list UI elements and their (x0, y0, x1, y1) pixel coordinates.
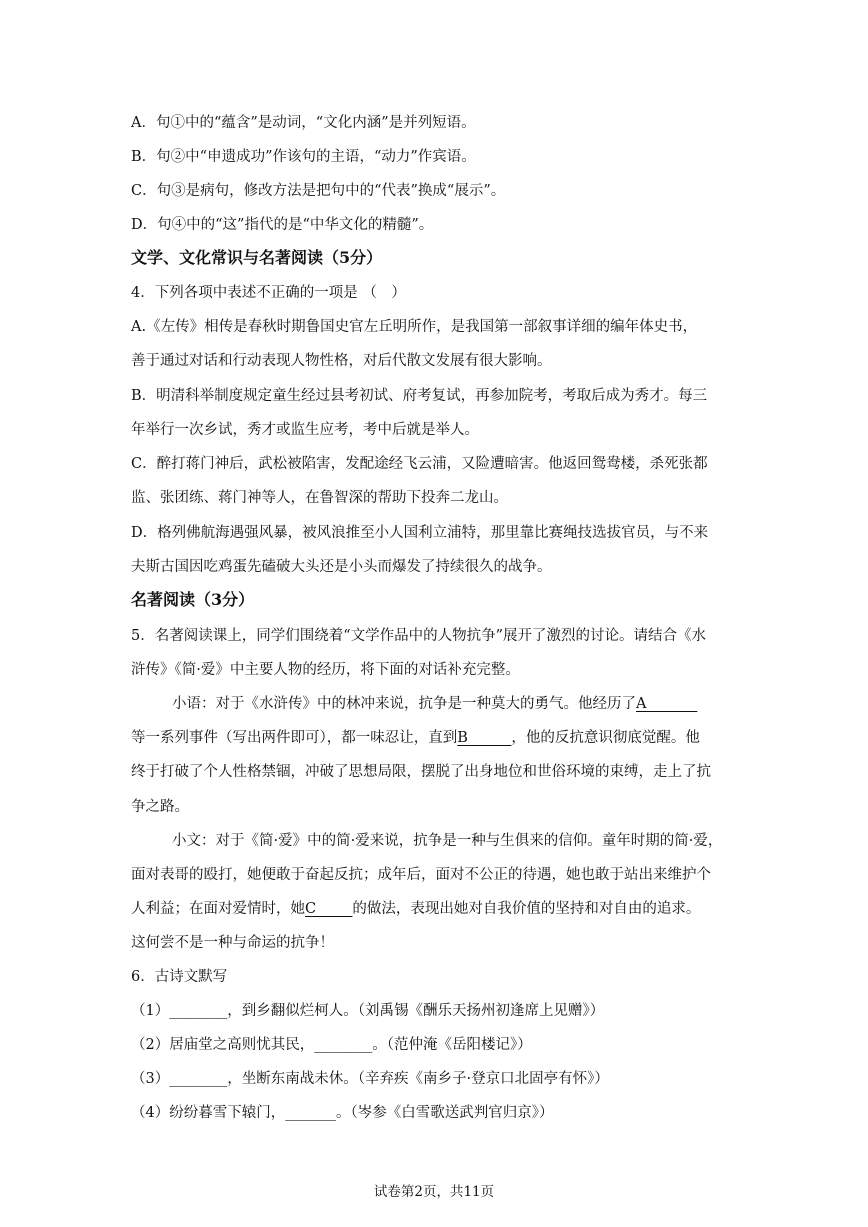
q6-blank-1: ________ (169, 1003, 228, 1019)
q6-item-text: ，到乡翻似烂柯人。（刘禹锡《酬乐天扬州初逢席上见赠》） (227, 1003, 605, 1019)
q3-option-b: B．句②中“申遗成功”作该句的主语，“动力”作宾语。 (131, 149, 476, 165)
q3-option-a: A．句①中的“蕴含”是动词，“文化内涵”是并列短语。 (131, 115, 476, 131)
q6-item-number: （3） (131, 1071, 170, 1087)
q6-item-source: 。（范仲淹《岳阳楼记》） (372, 1037, 532, 1053)
q4-option-b-line1: B．明清科举制度规定童生经过县考初试、府考复试，再参加院考，考取后成为秀才。每三 (131, 388, 708, 404)
q4-option-c-line1: C．醉打蒋门神后，武松被陷害，发配途经飞云浦，又险遭暗害。他返回鸳鸯楼，杀死张都 (131, 456, 708, 472)
q4-option-c-line2: 监、张团练、蒋门神等人，在鲁智深的帮助下投奔二龙山。 (131, 490, 508, 506)
q6-item-text: （2）居庙堂之高则忧其民， (131, 1037, 315, 1053)
section-heading-literature: 文学、文化常识与名著阅读（5分） (131, 248, 383, 267)
q5-stem-line1: 5．名著阅读课上，同学们围绕着“文学作品中的人物抗争”展开了激烈的讨论。请结合《水 (131, 628, 707, 644)
q5-blank-a: A_______ (636, 696, 698, 712)
q5-dialogue-xiaowen-line2: 面对表哥的殴打，她便敢于奋起反抗；成年后，面对不公正的待遇，她也敢于站出来维护个 (131, 867, 711, 883)
q5-blank-c: C_____ (305, 901, 353, 917)
q6-blank-3: ________ (169, 1071, 228, 1087)
q5-dialogue-xiaoyu-line1 (172, 694, 697, 714)
q5-dialogue-xiaoyu-line3: 终于打破了个人性格禁锢，冲破了思想局限，摆脱了出身地位和世俗环境的束缚，走上了抗 (131, 764, 711, 780)
q5-xiaoyu-text: 小语：对于《水浒传》中的林冲来说，抗争是一种莫大的勇气。他经历了 (172, 696, 636, 712)
q5-dialogue-xiaowen-line3 (131, 899, 700, 919)
q6-item-1 (131, 1001, 604, 1021)
q6-item-text: ，坐断东南战未休。（辛弃疾《南乡子·登京口北固亭有怀》） (227, 1071, 609, 1087)
q6-blank-4: _______ (285, 1105, 336, 1121)
q6-item-text: （4）纷纷暮雪下辕门， (131, 1105, 286, 1121)
q5-dialogue-xiaowen-line4: 这何尝不是一种与命运的抗争！ (131, 935, 334, 951)
q5-stem-line2: 浒传》《简·爱》中主要人物的经历，将下面的对话补充完整。 (131, 662, 520, 678)
q4-option-a-line2: 善于通过对话和行动表现人物性格，对后代散文发展有很大影响。 (131, 353, 552, 369)
section-heading-classics: 名著阅读（3分） (131, 590, 255, 609)
q3-option-c: C．句③是病句，修改方法是把句中的“代表”换成“展示”。 (131, 183, 506, 199)
q5-dialogue-xiaowen-line1: 小文：对于《简·爱》中的简·爱来说，抗争是一种与生俱来的信仰。童年时期的简·爱， (172, 833, 723, 849)
q5-xiaoyu-text: 等一系列事件（写出两件即可），都一味忍让，直到 (131, 730, 458, 746)
q3-option-d: D．句④中的“这”指代的是“中华文化的精髓”。 (131, 217, 434, 233)
q6-blank-2: ________ (314, 1037, 373, 1053)
q5-xiaowen-text: 的做法，表现出她对自我价值的坚持和对自由的追求。 (352, 901, 701, 917)
q5-blank-b: B______ (457, 730, 512, 746)
q6-item-4 (131, 1103, 553, 1123)
q4-option-d-line2: 夫斯古国因吃鸡蛋先磕破大头还是小头而爆发了持续很久的战争。 (131, 559, 552, 575)
q4-stem: 4．下列各项中表述不正确的一项是 （ ） (131, 285, 406, 301)
q4-option-d-line1: D．格列佛航海遇强风暴，被风浪推至小人国利立浦特，那里靠比赛绳技选拔官员，与不来 (131, 525, 709, 541)
q6-item-3 (131, 1069, 609, 1089)
q6-item-source: 。（岑参《白雪歌送武判官归京》） (335, 1105, 554, 1121)
q4-option-b-line2: 年举行一次乡试，秀才或监生应考，考中后就是举人。 (131, 422, 479, 438)
q6-item-2 (131, 1035, 532, 1055)
q5-xiaowen-text: 人利益；在面对爱情时，她 (131, 901, 305, 917)
q5-dialogue-xiaoyu-line2 (131, 728, 700, 748)
q4-option-a-line1: A.《左传》相传是春秋时期鲁国史官左丘明所作，是我国第一部叙事详细的编年体史书， (131, 319, 698, 335)
q5-dialogue-xiaoyu-line4: 争之路。 (131, 799, 189, 815)
q6-item-number: （1） (131, 1003, 170, 1019)
page-footer: 试卷第2页，共11页 (373, 1184, 495, 1200)
q5-xiaoyu-text: ，他的反抗意识彻底觉醒。他 (511, 730, 700, 746)
q6-stem: 6．古诗文默写 (131, 969, 228, 985)
